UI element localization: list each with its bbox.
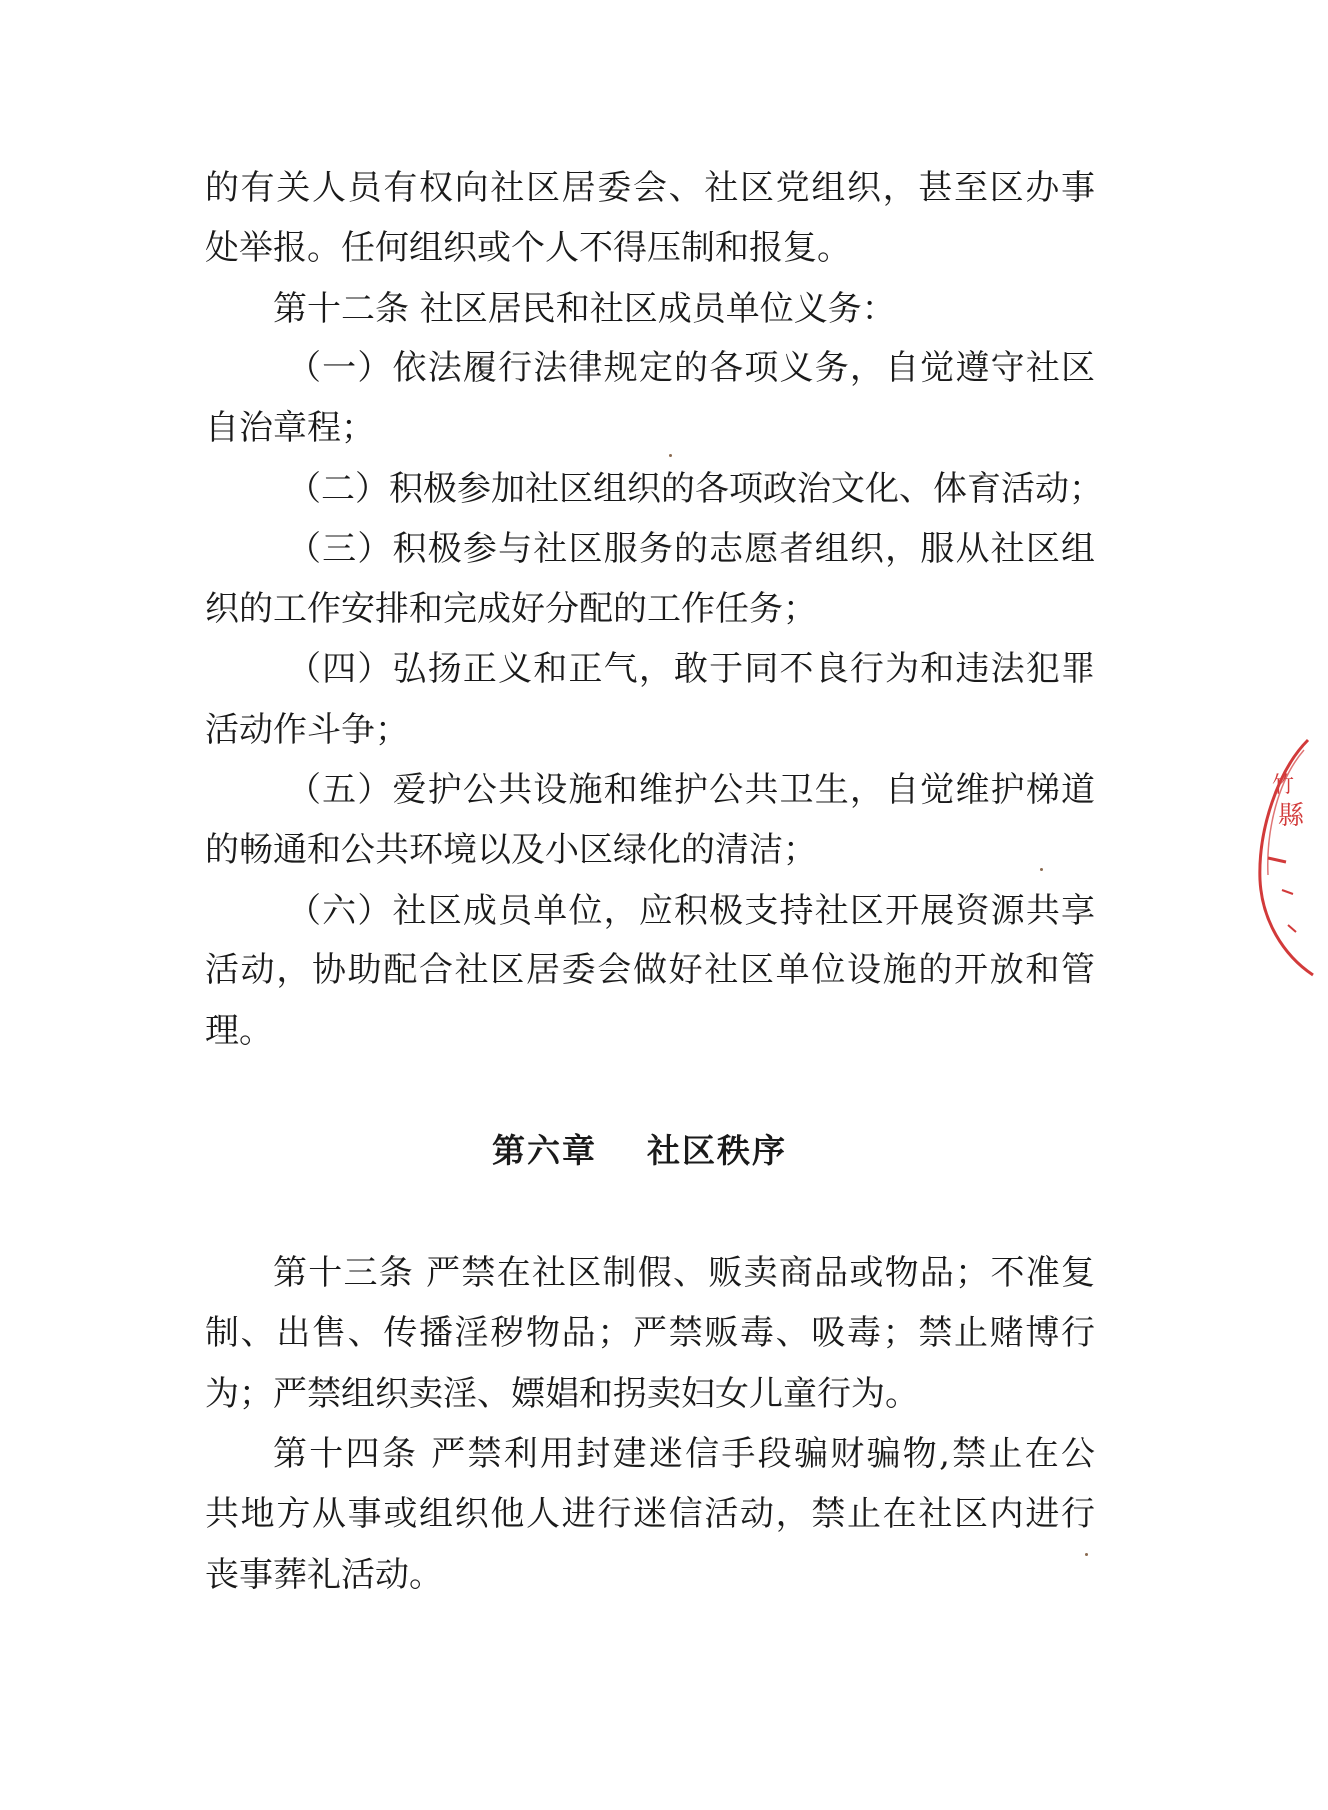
chapter-heading [0,1131,1279,1171]
body-line: 为；严禁组织卖淫、嫖娼和拐卖妇女儿童行为。 [205,1374,919,1414]
list-item-1: （一）依法履行法律规定的各项义务，自觉遵守社区 [287,348,1095,388]
body-line: 活动作斗争； [205,710,409,750]
chapter-number: 第六章 [492,1131,597,1170]
article-14-line: 第十四条 严禁利用封建迷信手段骗财骗物,禁止在公 [273,1434,1095,1474]
body-line: 共地方从事或组织他人进行迷信活动，禁止在社区内进行 [205,1494,1095,1534]
list-item-4: （四）弘扬正义和正气，敢于同不良行为和违法犯罪 [287,649,1095,689]
body-line: 活动，协助配合社区居委会做好社区单位设施的开放和管 [205,950,1095,990]
svg-text:竹: 竹 [1272,773,1295,798]
body-line: 丧事葬礼活动。 [205,1555,443,1595]
scan-speck [1085,1553,1088,1556]
body-line: 制、出售、传播淫秽物品；严禁贩毒、吸毒；禁止赌博行 [205,1313,1095,1353]
list-item-3: （三）积极参与社区服务的志愿者组织，服从社区组 [287,529,1095,569]
chapter-title: 社区秩序 [647,1131,787,1170]
article-12-heading: 第十二条 社区居民和社区成员单位义务： [273,289,896,329]
body-line: 的有关人员有权向社区居委会、社区党组织，甚至区办事 [205,168,1095,208]
article-13-line: 第十三条 严禁在社区制假、贩卖商品或物品；不准复 [273,1253,1095,1293]
list-item-6: （六）社区成员单位，应积极支持社区开展资源共享 [287,891,1095,931]
body-line: 处举报。任何组织或个人不得压制和报复。 [205,228,851,268]
body-line: 的畅通和公共环境以及小区绿化的清洁； [205,830,817,870]
body-line: 织的工作安排和完成好分配的工作任务； [205,589,817,629]
red-seal-fragment [1238,720,1328,980]
list-item-2: （二）积极参加社区组织的各项政治文化、体育活动； [287,469,1103,509]
scan-speck [1040,868,1043,871]
body-line: 自治章程； [205,408,375,448]
body-line: 理。 [205,1011,273,1051]
scan-speck [669,454,672,457]
list-item-5: （五）爱护公共设施和维护公共卫生，自觉维护梯道 [287,770,1095,810]
svg-text:縣: 縣 [1278,801,1305,831]
